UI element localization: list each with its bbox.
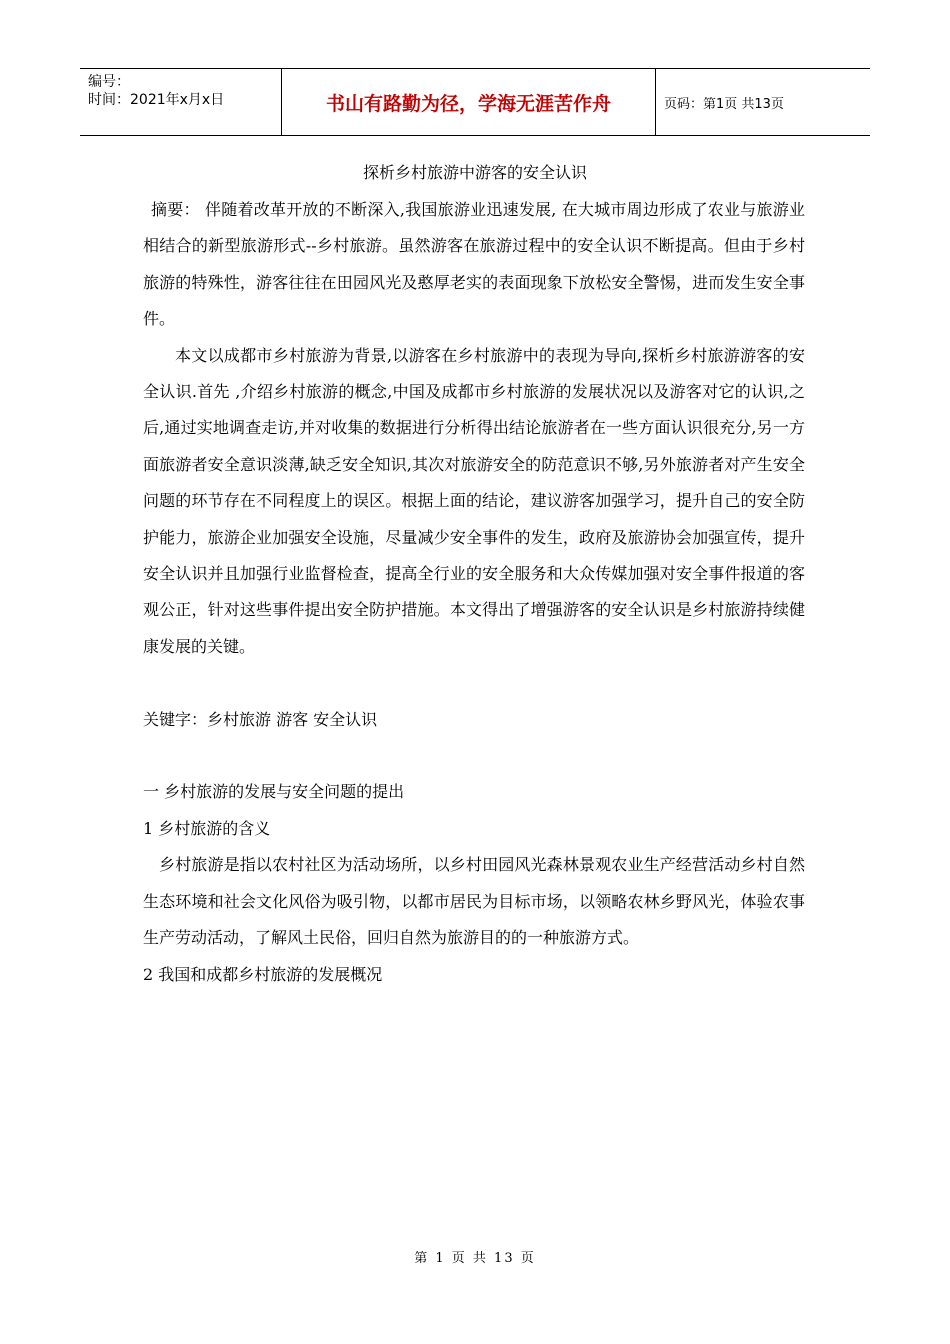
page-footer: 第 1 页 共 13 页	[414, 1251, 536, 1266]
abstract-paragraph-1: 摘要： 伴随着改革开放的不断深入,我国旅游业迅速发展, 在大城市周边形成了农业与旅游业相结合的新型旅游形式--乡村旅游。虽然游客在旅游过程中的安全认识不断提高。但由于乡村旅游的特殊性，游客往往在田园风光及憨厚老实的表面现象下放松安全警惕，进而发生安全事件。	[143, 200, 805, 329]
document-title: 探析乡村旅游中游客的安全认识	[362, 163, 587, 182]
number-label: 编号：	[88, 74, 130, 90]
document-body	[143, 192, 805, 993]
subsection-1-heading: 1 乡村旅游的含义	[143, 818, 271, 838]
header-meta-cell	[80, 69, 282, 135]
section-1-heading: 一 乡村旅游的发展与安全问题的提出	[143, 782, 405, 802]
header-motto-cell	[282, 69, 656, 135]
page-info: 页码：第1页 共13页	[664, 96, 784, 112]
subsection-1-paragraph: 乡村旅游是指以农村社区为活动场所，以乡村田园风光森林景观农业生产经营活动乡村自然生态环境和社会文化风俗为吸引物，以都市居民为目标市场，以领略农林乡野风光，体验农事生产劳动活动，了解风土民俗，回归自然为旅游目的的一种旅游方式。	[143, 855, 805, 948]
time-label: 时间：2021年x月x日	[88, 92, 225, 108]
abstract-paragraph-2: 本文以成都市乡村旅游为背景,以游客在乡村旅游中的表现为导向,探析乡村旅游游客的安全认识.首先 ,介绍乡村旅游的概念,中国及成都市乡村旅游的发展状况以及游客对它的认识,之后,通过实地调查走访,并对收集的数据进行分析得出结论旅游者在一些方面认识很充分,另一方面旅游者安全意识淡薄,缺乏安全知识,其次对旅游安全的防范意识不够,另外旅游者对产生安全问题的环节存在不同程度上的误区。根据上面的结论，建议游客加强学习，提升自己的安全防护能力，旅游企业加强安全设施，尽量减少安全事件的发生，政府及旅游协会加强宣传，提升安全认识并且加强行业监督检查，提高全行业的安全服务和大众传媒加强对安全事件报道的客观公正，针对这些事件提出安全防护措施。本文得出了增强游客的安全认识是乡村旅游持续健康发展的关键。	[143, 345, 805, 656]
keywords-line: 关键字：乡村旅游 游客 安全认识	[143, 709, 378, 729]
subsection-2-heading: 2 我国和成都乡村旅游的发展概况	[143, 964, 383, 984]
header-page-cell	[656, 69, 870, 135]
header-table	[80, 68, 870, 136]
motto-text: 书山有路勤为径，学海无涯苦作舟	[325, 92, 611, 115]
